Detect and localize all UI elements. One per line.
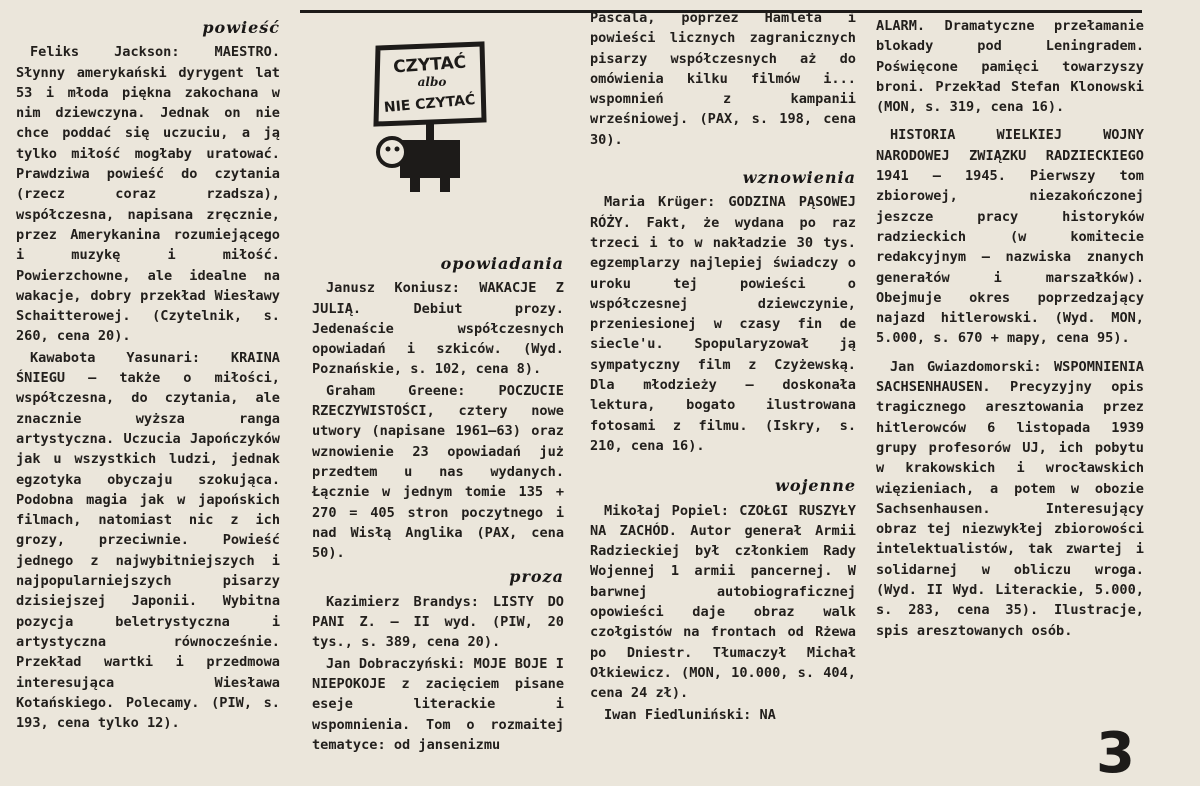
column-4	[876, 16, 1144, 642]
column-2	[312, 250, 564, 756]
review-entry: HISTORIA WIELKIEJ WOJNY NARODOWEJ ZWIĄZKU RADZIECKIEGO 1941 — 1945. Pierwszy tom zbiorowej, niezakończonej jeszcze pracy historyków radzieckich (w komitecie redakcyjnym — nazwiska znanych generałów i marszałków). Obejmuje okres poprzedzający najazd hitlerowski. (Wyd. MON, 5.000, s. 670 + mapy, cena 95).	[876, 127, 1144, 347]
continued-text: Pascala, poprzez Hamleta i powieści licznych zagranicznych pisarzy współczesnych aż do omówienia kilku filmów i... wspomnień z kampanii wrześniowej. (PAX, s. 198, cena 30).	[590, 10, 856, 148]
continued-text: ALARM. Dramatyczne przełamanie blokady pod Leningradem. Poświęcone pamięci towarzyszy broni. Przekład Stefan Klonowski (MON, s. 319, cena 16).	[876, 18, 1144, 116]
column-3	[590, 8, 856, 726]
czytac-albo-nie-czytac-logo	[360, 36, 500, 196]
review-entry: Iwan Fiedluniński: NA	[604, 706, 776, 723]
review-entry: Graham Greene: POCZUCIE RZECZYWISTOŚCI, cztery nowe utwory (napisane 1961—63) oraz wznowienie 23 opowiadań już przedtem u nas wydanych. Łącznie w jednym tomie 135 + 270 = 405 stron poczytnego i nad Wisłą Anglika (PAX, cena 50).	[312, 382, 564, 562]
review-entry: Feliks Jackson: MAESTRO. Słynny amerykański dyrygent lat 53 i młoda piękna zakochana w nim dziewczyna. Jednak on nie chce poddać się uczuciu, a ją tylko miłość mogłaby uratować. Prawdziwa powieść do czytania (rzecz coraz rzadsza), współczesna, napisana zręcznie, przez Amerykanina rozumiejącego i muzykę i miłość. Powierzchowne, ale idealne na wakacje, dobry przekład Wiesławy Schaitterowej. (Czytelnik, s. 260, cena 20).	[16, 44, 280, 345]
logo-line-3: NIE CZYTAĆ	[383, 92, 476, 116]
section-heading-opowiadania: opowiadania	[440, 254, 564, 273]
section-heading-wznowienia: wznowienia	[742, 168, 856, 188]
column-1	[16, 14, 280, 734]
review-entry: Janusz Koniusz: WAKACJE Z JULIĄ. Debiut prozy. Jedenaście współczesnych opowiadań i szkiców. (Wyd. Poznańskie, s. 102, cena 8).	[312, 280, 564, 378]
logo-line-1: CZYTAĆ	[392, 52, 467, 78]
review-entry: Kazimierz Brandys: LISTY DO PANI Z. — II wyd. (PIW, 20 tys., s. 389, cena 20).	[312, 593, 564, 651]
section-heading-powiesc: powieść	[202, 18, 280, 37]
logo-line-2: albo	[417, 75, 447, 89]
review-entry: Kawabota Yasunari: KRAINA ŚNIEGU — także o miłości, współczesna, do czytania, ale znacznie wyższa ranga artystyczna. Uczucia Japończyków jak u wszystkich ludzi, jednak egzotyka obyczaju szokująca. Podobna magia jak w japońskich filmach, natomiast nic z ich grozy, przeciwnie. Powieść jednego z najwybitniejszych i najpopularniejszych pisarzy dzisiejszej Japonii. Wybitna pozycja beletrystyczna i artystyczna równocześnie. Przekład wartki i przedmowa interesująca Wiesława Kotańskiego. Polecamy. (PIW, s. 193, cena tylko 12).	[16, 349, 280, 732]
review-entry: Jan Dobraczyński: MOJE BOJE I NIEPOKOJE z zacięciem pisane eseje literackie i wspomnienia. Tom o rozmaitej tematyce: od jansenizmu	[312, 655, 564, 753]
review-entry: Jan Gwiazdomorski: WSPOMNIENIA SACHSENHAUSEN. Precyzyjny opis tragicznego aresztowania przez hitlerowców 6 listopada 1939 grupy profesorów UJ, ich pobytu w krakowskich i wrocławskich więzieniach, a potem w obozie Sachsenhausen. Interesujący obraz tej niezwykłej zbiorowości intelektualistów, tak zwartej i solidarnej w obliczu wroga. (Wyd. II Wyd. Literackie, 5.000, s. 283, cena 35). Ilustracje, spis aresztowanych osób.	[876, 358, 1144, 639]
review-entry: Mikołaj Popiel: CZOŁGI RUSZYŁY NA ZACHÓD. Autor generał Armii Radzieckiej był członkiem Rady Wojennej 1 armii pancernej. W barwnej autobiograficznej opowieści daje obraz walk czołgistów na frontach od Rżewa po Dniestr. Tłumaczył Michał Ołkiewicz. (MON, 10.000, s. 404, cena 24 zł).	[590, 502, 856, 702]
section-heading-proza: proza	[509, 567, 564, 587]
section-heading-wojenne: wojenne	[775, 476, 856, 496]
page-number: 3	[1096, 721, 1135, 786]
reader-figure-icon	[360, 36, 500, 196]
review-entry: Maria Krüger: GODZINA PĄSOWEJ RÓŻY. Fakt, że wydana po raz trzeci i to w nakładzie 30 tys. egzemplarzy najlepiej świadczy o uroku tej powieści o współczesnej dziewczynie, przeniesionej w czasy fin de siecle'u. Spopularyzował ją sympatyczny film z Czyżewską. Dla młodzieży — doskonała lektura, bogato ilustrowana fotosami z filmu. (Iskry, s. 210, cena 16).	[590, 194, 856, 454]
